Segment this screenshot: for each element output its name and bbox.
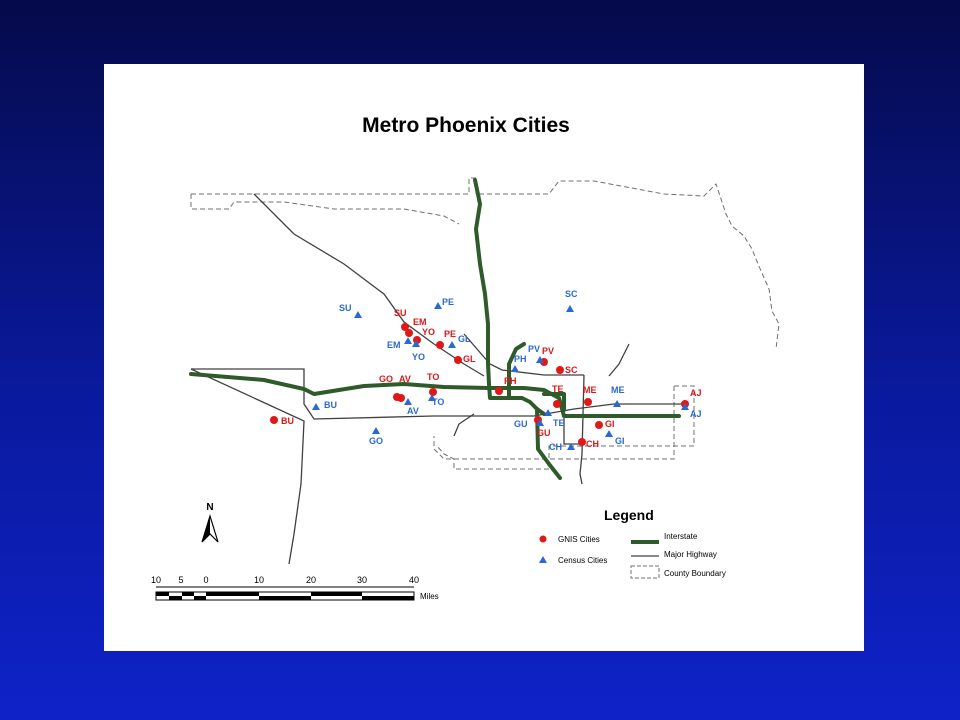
- gnis-label-pv: PV: [542, 346, 555, 356]
- gnis-city-gl: [454, 356, 462, 364]
- census-city-go: [372, 427, 380, 434]
- legend-census-symbol: [539, 556, 547, 563]
- census-label-em: EM: [387, 340, 401, 350]
- gnis-city-ph: [495, 387, 503, 395]
- gnis-label-av: AV: [399, 374, 411, 384]
- gnis-city-sc: [556, 366, 564, 374]
- scale-tick-label: 40: [408, 575, 420, 585]
- census-label-me: ME: [611, 385, 625, 395]
- census-label-gl: GL: [458, 334, 471, 344]
- gnis-city-bu: [270, 416, 278, 424]
- census-label-go: GO: [369, 436, 384, 446]
- legend-county-label: County Boundary: [664, 569, 726, 578]
- census-city-gi: [605, 430, 613, 437]
- gnis-city-em: [405, 329, 413, 337]
- gnis-labels: [281, 308, 702, 449]
- gnis-city-ch: [578, 438, 586, 446]
- north-arrow-label: N: [206, 502, 214, 513]
- census-label-bu: BU: [324, 400, 337, 410]
- census-label-ch: CH: [549, 442, 562, 452]
- gnis-label-gl: GL: [463, 354, 476, 364]
- gnis-label-to: TO: [427, 372, 440, 382]
- scale-tick-label: 30: [356, 575, 368, 585]
- gnis-label-yo: YO: [422, 327, 436, 337]
- census-city-pe: [434, 302, 442, 309]
- metro-phoenix-map: [104, 64, 864, 651]
- gnis-label-gu: GU: [537, 428, 551, 438]
- census-city-ph: [511, 365, 519, 372]
- gnis-city-te: [553, 400, 561, 408]
- scale-tick-label: 20: [305, 575, 317, 585]
- scale-unit: Miles: [420, 592, 439, 601]
- scale-bar: [151, 575, 439, 601]
- scale-tick-label: 5: [178, 575, 184, 585]
- scale-tick-label: 10: [253, 575, 265, 585]
- census-label-av: AV: [407, 406, 419, 416]
- census-label-aj: AJ: [690, 409, 702, 419]
- gnis-label-te: TE: [552, 384, 564, 394]
- scale-tick-label: 0: [203, 575, 209, 585]
- census-label-sc: SC: [565, 289, 578, 299]
- census-label-pv: PV: [528, 344, 541, 354]
- census-city-em: [404, 337, 412, 344]
- census-label-gi: GI: [615, 436, 625, 446]
- census-cities-layer: [312, 302, 689, 450]
- gnis-city-to: [429, 388, 437, 396]
- legend-interstate-label: Interstate: [664, 532, 698, 541]
- gnis-label-aj: AJ: [690, 388, 702, 398]
- census-city-su: [354, 311, 362, 318]
- legend-census-label: Census Cities: [558, 556, 608, 565]
- gnis-city-me: [584, 398, 592, 406]
- gnis-city-av: [397, 394, 405, 402]
- legend-title: Legend: [604, 507, 654, 523]
- legend-highway-label: Major Highway: [664, 550, 717, 559]
- gnis-label-bu: BU: [281, 416, 294, 426]
- legend-gnis-symbol: [540, 536, 547, 543]
- census-label-te: TE: [553, 418, 565, 428]
- census-city-gl: [448, 341, 456, 348]
- gnis-label-me: ME: [583, 385, 597, 395]
- gnis-label-su: SU: [394, 308, 407, 318]
- gnis-label-go: GO: [379, 374, 394, 384]
- legend-county-symbol: [631, 566, 659, 578]
- gnis-label-em: EM: [413, 317, 427, 327]
- census-label-yo: YO: [412, 352, 426, 362]
- county-boundary: [191, 178, 779, 469]
- census-label-gu: GU: [514, 419, 528, 429]
- map-title: Metro Phoenix Cities: [362, 114, 570, 137]
- census-city-bu: [312, 403, 320, 410]
- gnis-label-ch: CH: [586, 439, 599, 449]
- gnis-label-pe: PE: [444, 329, 457, 339]
- census-label-su: SU: [339, 303, 352, 313]
- scale-tick-label: 10: [150, 575, 162, 585]
- gnis-label-gi: GI: [605, 419, 615, 429]
- census-label-pe: PE: [442, 297, 455, 307]
- legend-gnis-label: GNIS Cities: [558, 535, 600, 544]
- census-city-sc: [566, 305, 574, 312]
- census-label-ph: PH: [514, 354, 527, 364]
- map-panel: [104, 64, 864, 651]
- gnis-label-ph: PH: [504, 376, 517, 386]
- gnis-label-sc: SC: [565, 365, 578, 375]
- legend: [539, 507, 726, 578]
- gnis-cities-layer: [270, 323, 689, 446]
- gnis-city-gi: [595, 421, 603, 429]
- gnis-city-pe: [436, 341, 444, 349]
- census-city-av: [404, 398, 412, 405]
- census-label-to: TO: [432, 397, 445, 407]
- north-arrow: [202, 502, 218, 542]
